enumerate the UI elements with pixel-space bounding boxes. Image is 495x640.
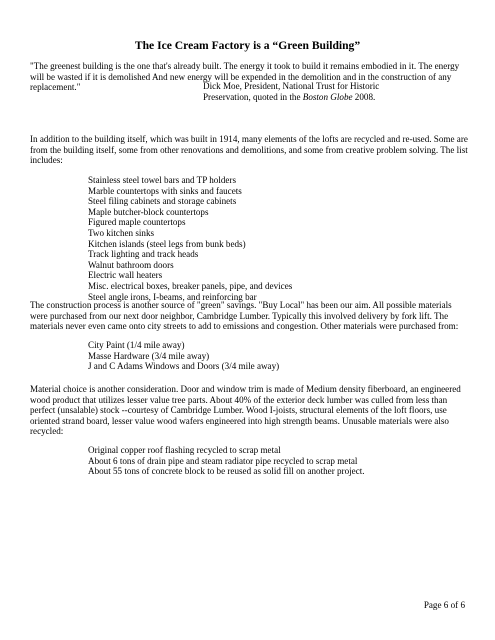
quote-attribution bbox=[203, 81, 473, 102]
list-item: Walnut bathroom doors bbox=[88, 259, 174, 270]
attribution-suffix: 2008. bbox=[352, 91, 376, 102]
intro-paragraph: In addition to the building itself, which was built in 1914, many elements of the lofts are recycled and re-used. Some are from the building itself, some from other renovations and demolitions, and some from creative problem solving. The list includes: bbox=[30, 134, 468, 166]
list-item: Kitchen islands (steel legs from bunk beds) bbox=[88, 238, 246, 249]
list-item: Track lighting and track heads bbox=[88, 249, 199, 260]
list-item: Marble countertops with sinks and faucets bbox=[88, 185, 242, 196]
material-choice-paragraph: Material choice is another consideration. Door and window trim is made of Medium density fiberboard, an engineered wood product that utilizes lesser value tree parts. About 40% of the exterior deck lumber was culled from less than perfect (unsalable) stock --courtesy of Cambridge Lumber. Wood I-joists, structural elements of the loft floors, use oriented strand board, lesser value wood wafers engineered into high strength beams. Unusable materials were also recycled: bbox=[30, 384, 461, 437]
reused-items-list bbox=[88, 175, 478, 302]
suppliers-list bbox=[88, 340, 478, 372]
recycled-items-list bbox=[88, 445, 478, 477]
list-item: Electric wall heaters bbox=[88, 270, 163, 281]
list-item: Masse Hardware (3/4 mile away) bbox=[88, 350, 210, 361]
quote-paragraph: "The greenest building is the one that's already built. The energy it took to build it remains embodied in it. The energy will be wasted if it is demolished And new energy will be expended in the demolition and in the construction of any replacement." bbox=[30, 61, 460, 93]
list-item: Original copper roof flashing recycled to scrap metal bbox=[88, 445, 281, 455]
attribution-source: Boston Globe bbox=[302, 91, 353, 102]
list-item: About 6 tons of drain pipe and steam radiator pipe recycled to scrap metal bbox=[88, 455, 358, 466]
list-item: Misc. electrical boxes, breaker panels, pipe, and devices bbox=[88, 280, 293, 291]
list-item: About 55 tons of concrete block to be reused as solid fill on another project. bbox=[88, 466, 365, 477]
document-title: The Ice Cream Factory is a “Green Building” bbox=[134, 39, 361, 52]
list-item: Two kitchen sinks bbox=[88, 227, 155, 238]
list-item: City Paint (1/4 mile away) bbox=[88, 340, 185, 350]
construction-paragraph: The construction process is another source of "green" savings. "Buy Local" has been our aim. All possible materials were purchased from our next door neighbor, Cambridge Lumber. Typically this involved delivery by fork lift. The materials never even came onto city streets to add to emissions and congestion. Other materials were purchased from: bbox=[30, 300, 459, 332]
attribution-line-1: Dick Moe, President, National Trust for Historic bbox=[203, 81, 380, 91]
attribution-prefix: Preservation, quoted in the bbox=[203, 91, 303, 102]
attribution-line-2 bbox=[203, 92, 473, 103]
list-item: Maple butcher-block countertops bbox=[88, 206, 209, 217]
list-item: Figured maple countertops bbox=[88, 217, 186, 228]
list-item: J and C Adams Windows and Doors (3/4 mile away) bbox=[88, 361, 280, 372]
list-item: Steel filing cabinets and storage cabinets bbox=[88, 196, 237, 207]
list-item: Stainless steel towel bars and TP holders bbox=[88, 175, 237, 185]
page-number: Page 6 of 6 bbox=[423, 600, 465, 610]
list-item: Steel angle irons, I-beams, and reinforcing bar bbox=[88, 291, 257, 302]
